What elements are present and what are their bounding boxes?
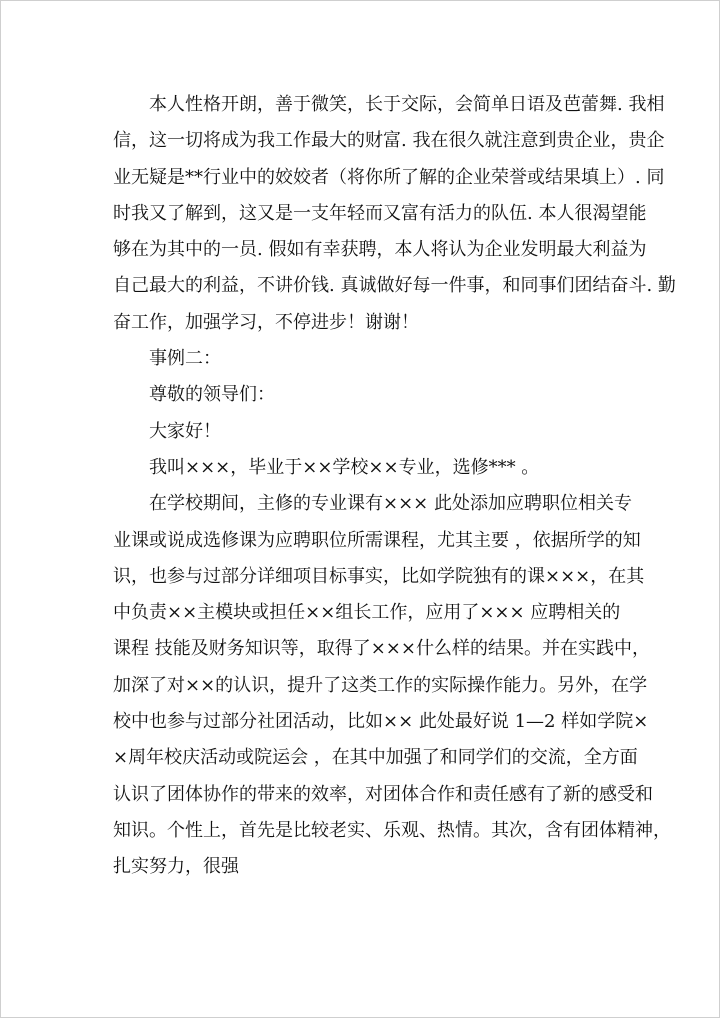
text-line: 加深了对××的认识，提升了这类工作的实际操作能力。另外，在学 — [113, 674, 648, 696]
text-line: 够在为其中的一员. 假如有幸获聘，本人将认为企业发明最大利益为 — [113, 239, 647, 261]
text-line: 奋工作，加强学习，不停进步！谢谢！ — [113, 311, 419, 333]
text-line: 在学校期间，主修的专业课有××× 此处添加应聘职位相关专 — [149, 493, 632, 515]
text-line: 我叫×××，毕业于××学校××专业，选修*** 。 — [149, 456, 540, 478]
text-line: 尊敬的领导们： — [149, 384, 275, 406]
document-body — [113, 87, 676, 886]
text-line: 课程 技能及财务知识等，取得了×××什么样的结果。并在实践中， — [113, 638, 650, 660]
text-line: 知识。个性上，首先是比较老实、乐观、热情。其次，含有团体精神， — [113, 819, 671, 841]
text-line: 业无疑是**行业中的姣姣者（将你所了解的企业荣誉或结果填上）. 同 — [113, 166, 665, 188]
text-line: 校中也参与过部分社团活动，比如×× 此处最好说 1—2 样如学院× — [113, 711, 649, 733]
text-line: 事例二： — [149, 348, 221, 370]
text-line: ×周年校庆活动或院运会 ，在其中加强了和同学们的交流，全方面 — [113, 747, 638, 769]
text-line: 认识了团体协作的带来的效率，对团体合作和责任感有了新的感受和 — [113, 783, 653, 805]
text-lines — [113, 87, 676, 886]
text-line: 业课或说成选修课为应聘职位所需课程，尤其主要 ，依据所学的知 — [113, 529, 641, 551]
text-line: 大家好！ — [149, 420, 221, 442]
text-line: 自己最大的利益，不讲价钱. 真诚做好每一件事，和同事们团结奋斗. 勤 — [113, 275, 676, 297]
text-line: 识，也参与过部分详细项目标事实，比如学院独有的课×××，在其 — [113, 565, 645, 587]
text-line: 中负责××主模块或担任××组长工作，应用了××× 应聘相关的 — [113, 602, 621, 624]
text-line: 信，这一切将成为我工作最大的财富. 我在很久就注意到贵企业，贵企 — [113, 130, 665, 152]
text-line: 本人性格开朗，善于微笑，长于交际，会简单日语及芭蕾舞. 我相 — [149, 94, 665, 115]
text-line: 时我又了解到，这又是一支年轻而又富有活力的队伍. 本人很渴望能 — [113, 202, 647, 224]
text-line: 扎实努力，很强 — [113, 856, 239, 878]
